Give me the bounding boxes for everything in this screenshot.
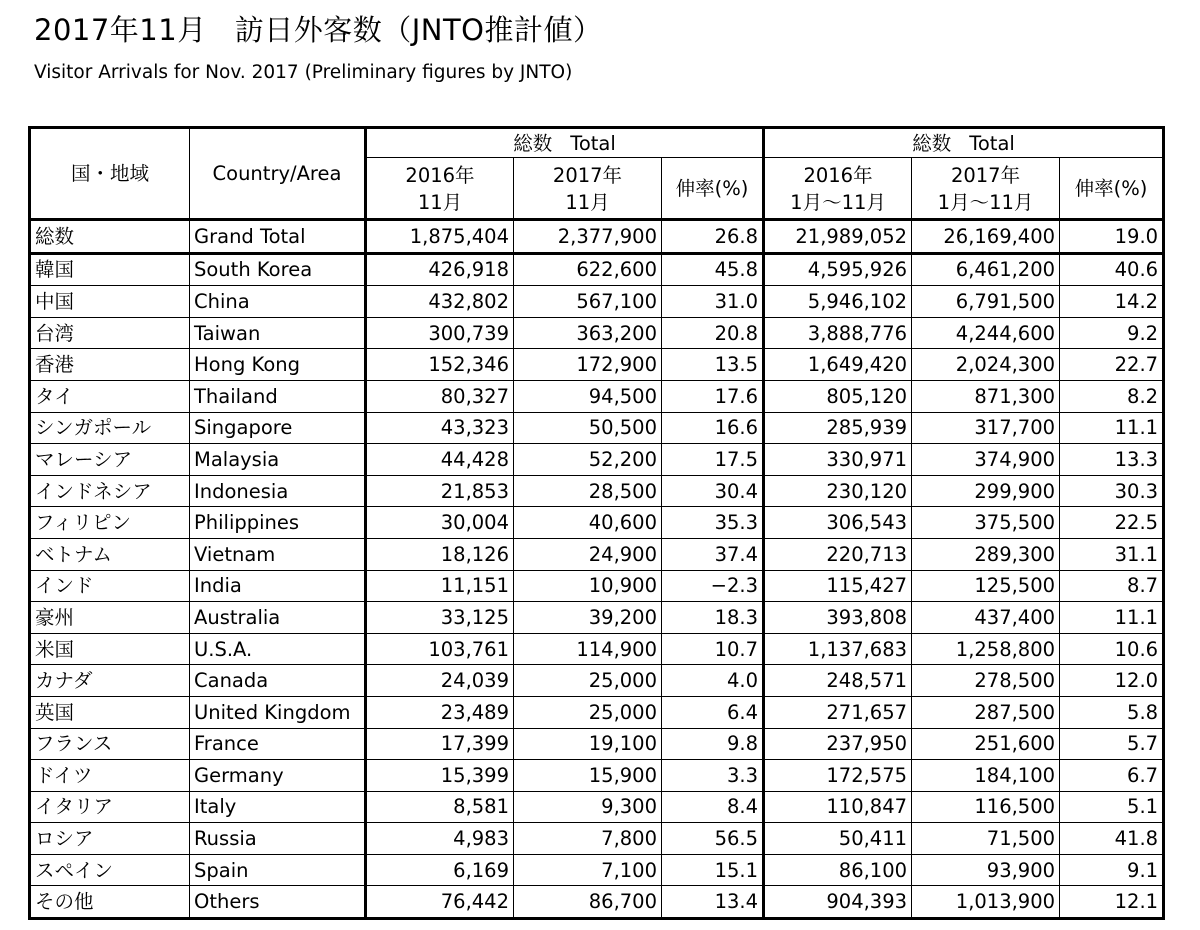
ytd2016-cell: 4,595,926 bbox=[764, 253, 912, 286]
country-ja-cell: スペイン bbox=[30, 854, 190, 886]
table-row bbox=[30, 665, 1164, 697]
table-row bbox=[30, 696, 1164, 728]
table-row bbox=[30, 444, 1164, 476]
nov2016-cell: 23,489 bbox=[366, 696, 514, 728]
country-ja-cell: ロシア bbox=[30, 823, 190, 855]
nov2017-cell: 94,500 bbox=[514, 380, 662, 412]
growth-monthly-cell: 15.1 bbox=[662, 854, 764, 886]
ytd2017-cell: 374,900 bbox=[912, 444, 1060, 476]
visitor-arrivals-table bbox=[28, 126, 1165, 920]
growth-monthly-cell: 10.7 bbox=[662, 633, 764, 665]
country-en-cell: China bbox=[190, 286, 366, 318]
ytd2017-cell: 1,013,900 bbox=[912, 886, 1060, 919]
ytd2017-cell: 4,244,600 bbox=[912, 317, 1060, 349]
ytd2017-cell: 289,300 bbox=[912, 538, 1060, 570]
ytd2016-cell: 110,847 bbox=[764, 791, 912, 823]
nov2017-cell: 86,700 bbox=[514, 886, 662, 919]
country-en-cell: Australia bbox=[190, 602, 366, 634]
country-ja-cell: 台湾 bbox=[30, 317, 190, 349]
country-ja-cell: 総数 bbox=[30, 220, 190, 254]
growth-monthly-cell: 56.5 bbox=[662, 823, 764, 855]
ytd2017-cell: 116,500 bbox=[912, 791, 1060, 823]
nov2017-cell: 9,300 bbox=[514, 791, 662, 823]
country-ja-cell: 豪州 bbox=[30, 602, 190, 634]
header-group-monthly bbox=[366, 128, 764, 158]
ytd2017-cell: 93,900 bbox=[912, 854, 1060, 886]
country-en-cell: Vietnam bbox=[190, 538, 366, 570]
growth-ytd-cell: 13.3 bbox=[1060, 444, 1164, 476]
ytd2016-cell: 248,571 bbox=[764, 665, 912, 697]
growth-monthly-cell: 20.8 bbox=[662, 317, 764, 349]
country-en-cell: Spain bbox=[190, 854, 366, 886]
table-row bbox=[30, 412, 1164, 444]
country-en-cell: Others bbox=[190, 886, 366, 919]
growth-ytd-cell: 8.7 bbox=[1060, 570, 1164, 602]
table-row bbox=[30, 475, 1164, 507]
nov2016-cell: 17,399 bbox=[366, 728, 514, 760]
header-group-monthly-ja: 総数 bbox=[513, 131, 553, 155]
header-group-ytd-en: Total bbox=[969, 131, 1015, 155]
growth-monthly-cell: 31.0 bbox=[662, 286, 764, 318]
ytd2017-cell: 1,258,800 bbox=[912, 633, 1060, 665]
nov2016-cell: 4,983 bbox=[366, 823, 514, 855]
ytd2017-cell: 287,500 bbox=[912, 696, 1060, 728]
table-row bbox=[30, 886, 1164, 919]
ytd2016-cell: 5,946,102 bbox=[764, 286, 912, 318]
growth-monthly-cell: 13.4 bbox=[662, 886, 764, 919]
country-en-cell: India bbox=[190, 570, 366, 602]
page-title bbox=[34, 8, 603, 49]
table-header bbox=[30, 128, 1164, 220]
header-group-monthly-en: Total bbox=[570, 131, 616, 155]
table-row bbox=[30, 253, 1164, 286]
ytd2017-cell: 26,169,400 bbox=[912, 220, 1060, 254]
growth-ytd-cell: 8.2 bbox=[1060, 380, 1164, 412]
growth-ytd-cell: 6.7 bbox=[1060, 760, 1164, 792]
ytd2016-cell: 3,888,776 bbox=[764, 317, 912, 349]
country-en-cell: Italy bbox=[190, 791, 366, 823]
ytd2017-cell: 2,024,300 bbox=[912, 349, 1060, 381]
nov2017-cell: 19,100 bbox=[514, 728, 662, 760]
country-ja-cell: イタリア bbox=[30, 791, 190, 823]
ytd2017-cell: 184,100 bbox=[912, 760, 1060, 792]
growth-ytd-cell: 31.1 bbox=[1060, 538, 1164, 570]
nov2017-cell: 10,900 bbox=[514, 570, 662, 602]
ytd2016-cell: 805,120 bbox=[764, 380, 912, 412]
nov2017-cell: 2,377,900 bbox=[514, 220, 662, 254]
nov2016-cell: 103,761 bbox=[366, 633, 514, 665]
ytd2016-cell: 285,939 bbox=[764, 412, 912, 444]
country-ja-cell: フランス bbox=[30, 728, 190, 760]
header-ytd2017-range: 1月～11月 bbox=[912, 189, 1060, 220]
table-row bbox=[30, 602, 1164, 634]
country-ja-cell: 韓国 bbox=[30, 253, 190, 286]
nov2016-cell: 43,323 bbox=[366, 412, 514, 444]
growth-ytd-cell: 10.6 bbox=[1060, 633, 1164, 665]
country-ja-cell: その他 bbox=[30, 886, 190, 919]
table-row bbox=[30, 538, 1164, 570]
growth-monthly-cell: 8.4 bbox=[662, 791, 764, 823]
country-ja-cell: カナダ bbox=[30, 665, 190, 697]
country-ja-cell: 香港 bbox=[30, 349, 190, 381]
nov2016-cell: 6,169 bbox=[366, 854, 514, 886]
nov2017-cell: 25,000 bbox=[514, 696, 662, 728]
table-row bbox=[30, 791, 1164, 823]
growth-monthly-cell: 37.4 bbox=[662, 538, 764, 570]
growth-monthly-cell: 18.3 bbox=[662, 602, 764, 634]
ytd2016-cell: 306,543 bbox=[764, 507, 912, 539]
nov2016-cell: 76,442 bbox=[366, 886, 514, 919]
title-main: 訪日外客数（JNTO推計値） bbox=[234, 13, 603, 47]
growth-monthly-cell: 4.0 bbox=[662, 665, 764, 697]
growth-ytd-cell: 5.7 bbox=[1060, 728, 1164, 760]
country-en-cell: Canada bbox=[190, 665, 366, 697]
header-group-ytd bbox=[764, 128, 1164, 158]
country-ja-cell: ドイツ bbox=[30, 760, 190, 792]
nov2016-cell: 80,327 bbox=[366, 380, 514, 412]
growth-monthly-cell: 16.6 bbox=[662, 412, 764, 444]
nov2017-cell: 15,900 bbox=[514, 760, 662, 792]
country-ja-cell: シンガポール bbox=[30, 412, 190, 444]
page-subtitle: Visitor Arrivals for Nov. 2017 (Preliminary figures by JNTO) bbox=[34, 62, 573, 83]
growth-monthly-cell: 3.3 bbox=[662, 760, 764, 792]
ytd2017-cell: 125,500 bbox=[912, 570, 1060, 602]
country-en-cell: Germany bbox=[190, 760, 366, 792]
growth-ytd-cell: 11.1 bbox=[1060, 602, 1164, 634]
growth-ytd-cell: 14.2 bbox=[1060, 286, 1164, 318]
grand-total-row bbox=[30, 220, 1164, 254]
table-row bbox=[30, 633, 1164, 665]
country-en-cell: France bbox=[190, 728, 366, 760]
growth-monthly-cell: 17.5 bbox=[662, 444, 764, 476]
ytd2016-cell: 115,427 bbox=[764, 570, 912, 602]
country-ja-cell: インドネシア bbox=[30, 475, 190, 507]
nov2017-cell: 172,900 bbox=[514, 349, 662, 381]
growth-monthly-cell: 13.5 bbox=[662, 349, 764, 381]
country-en-cell: Russia bbox=[190, 823, 366, 855]
growth-ytd-cell: 12.0 bbox=[1060, 665, 1164, 697]
header-nov2016-year: 2016年 bbox=[366, 158, 514, 189]
nov2016-cell: 1,875,404 bbox=[366, 220, 514, 254]
country-en-cell: United Kingdom bbox=[190, 696, 366, 728]
nov2017-cell: 50,500 bbox=[514, 412, 662, 444]
ytd2017-cell: 375,500 bbox=[912, 507, 1060, 539]
growth-monthly-cell: 30.4 bbox=[662, 475, 764, 507]
country-ja-cell: インド bbox=[30, 570, 190, 602]
country-ja-cell: タイ bbox=[30, 380, 190, 412]
header-growth-monthly: 伸率(%) bbox=[662, 158, 764, 220]
nov2016-cell: 24,039 bbox=[366, 665, 514, 697]
growth-ytd-cell: 9.2 bbox=[1060, 317, 1164, 349]
country-en-cell: Philippines bbox=[190, 507, 366, 539]
country-en-cell: Taiwan bbox=[190, 317, 366, 349]
ytd2017-cell: 317,700 bbox=[912, 412, 1060, 444]
country-ja-cell: 中国 bbox=[30, 286, 190, 318]
growth-ytd-cell: 22.7 bbox=[1060, 349, 1164, 381]
nov2017-cell: 24,900 bbox=[514, 538, 662, 570]
growth-ytd-cell: 22.5 bbox=[1060, 507, 1164, 539]
ytd2016-cell: 172,575 bbox=[764, 760, 912, 792]
ytd2017-cell: 6,461,200 bbox=[912, 253, 1060, 286]
ytd2016-cell: 86,100 bbox=[764, 854, 912, 886]
growth-monthly-cell: 6.4 bbox=[662, 696, 764, 728]
growth-monthly-cell: −2.3 bbox=[662, 570, 764, 602]
ytd2016-cell: 237,950 bbox=[764, 728, 912, 760]
ytd2017-cell: 71,500 bbox=[912, 823, 1060, 855]
country-en-cell: Thailand bbox=[190, 380, 366, 412]
country-en-cell: Singapore bbox=[190, 412, 366, 444]
table-row bbox=[30, 380, 1164, 412]
table-row bbox=[30, 728, 1164, 760]
country-en-cell: Hong Kong bbox=[190, 349, 366, 381]
growth-ytd-cell: 9.1 bbox=[1060, 854, 1164, 886]
nov2017-cell: 40,600 bbox=[514, 507, 662, 539]
nov2017-cell: 622,600 bbox=[514, 253, 662, 286]
header-nov2016-month: 11月 bbox=[366, 189, 514, 220]
table-row bbox=[30, 570, 1164, 602]
header-country-ja: 国・地域 bbox=[30, 128, 190, 220]
growth-ytd-cell: 40.6 bbox=[1060, 253, 1164, 286]
country-ja-cell: マレーシア bbox=[30, 444, 190, 476]
nov2016-cell: 11,151 bbox=[366, 570, 514, 602]
header-ytd2017-year: 2017年 bbox=[912, 158, 1060, 189]
ytd2017-cell: 278,500 bbox=[912, 665, 1060, 697]
table-row bbox=[30, 760, 1164, 792]
header-country-en: Country/Area bbox=[190, 128, 366, 220]
growth-ytd-cell: 5.1 bbox=[1060, 791, 1164, 823]
nov2017-cell: 7,100 bbox=[514, 854, 662, 886]
nov2017-cell: 363,200 bbox=[514, 317, 662, 349]
growth-ytd-cell: 12.1 bbox=[1060, 886, 1164, 919]
growth-ytd-cell: 19.0 bbox=[1060, 220, 1164, 254]
header-growth-ytd: 伸率(%) bbox=[1060, 158, 1164, 220]
country-en-cell: South Korea bbox=[190, 253, 366, 286]
nov2017-cell: 7,800 bbox=[514, 823, 662, 855]
growth-ytd-cell: 11.1 bbox=[1060, 412, 1164, 444]
growth-monthly-cell: 35.3 bbox=[662, 507, 764, 539]
growth-ytd-cell: 30.3 bbox=[1060, 475, 1164, 507]
nov2016-cell: 432,802 bbox=[366, 286, 514, 318]
nov2017-cell: 52,200 bbox=[514, 444, 662, 476]
ytd2016-cell: 230,120 bbox=[764, 475, 912, 507]
growth-ytd-cell: 41.8 bbox=[1060, 823, 1164, 855]
country-ja-cell: ベトナム bbox=[30, 538, 190, 570]
nov2017-cell: 39,200 bbox=[514, 602, 662, 634]
nov2017-cell: 567,100 bbox=[514, 286, 662, 318]
ytd2017-cell: 299,900 bbox=[912, 475, 1060, 507]
header-group-ytd-ja: 総数 bbox=[912, 131, 952, 155]
ytd2017-cell: 871,300 bbox=[912, 380, 1060, 412]
ytd2016-cell: 1,137,683 bbox=[764, 633, 912, 665]
ytd2016-cell: 220,713 bbox=[764, 538, 912, 570]
header-ytd2016-range: 1月～11月 bbox=[764, 189, 912, 220]
header-nov2017-month: 11月 bbox=[514, 189, 662, 220]
country-en-cell: U.S.A. bbox=[190, 633, 366, 665]
header-nov2017-year: 2017年 bbox=[514, 158, 662, 189]
ytd2017-cell: 437,400 bbox=[912, 602, 1060, 634]
nov2017-cell: 25,000 bbox=[514, 665, 662, 697]
nov2016-cell: 44,428 bbox=[366, 444, 514, 476]
ytd2016-cell: 330,971 bbox=[764, 444, 912, 476]
nov2016-cell: 18,126 bbox=[366, 538, 514, 570]
table-row bbox=[30, 317, 1164, 349]
header-ytd2016-year: 2016年 bbox=[764, 158, 912, 189]
nov2016-cell: 33,125 bbox=[366, 602, 514, 634]
table-body bbox=[30, 220, 1164, 919]
country-ja-cell: フィリピン bbox=[30, 507, 190, 539]
growth-ytd-cell: 5.8 bbox=[1060, 696, 1164, 728]
table-row bbox=[30, 854, 1164, 886]
country-en-cell: Grand Total bbox=[190, 220, 366, 254]
nov2016-cell: 426,918 bbox=[366, 253, 514, 286]
ytd2016-cell: 1,649,420 bbox=[764, 349, 912, 381]
country-en-cell: Indonesia bbox=[190, 475, 366, 507]
country-en-cell: Malaysia bbox=[190, 444, 366, 476]
nov2016-cell: 15,399 bbox=[366, 760, 514, 792]
table-row bbox=[30, 286, 1164, 318]
table-row bbox=[30, 823, 1164, 855]
ytd2016-cell: 393,808 bbox=[764, 602, 912, 634]
growth-monthly-cell: 9.8 bbox=[662, 728, 764, 760]
growth-monthly-cell: 45.8 bbox=[662, 253, 764, 286]
nov2016-cell: 300,739 bbox=[366, 317, 514, 349]
nov2016-cell: 30,004 bbox=[366, 507, 514, 539]
nov2016-cell: 152,346 bbox=[366, 349, 514, 381]
ytd2017-cell: 6,791,500 bbox=[912, 286, 1060, 318]
nov2017-cell: 28,500 bbox=[514, 475, 662, 507]
table-row bbox=[30, 507, 1164, 539]
ytd2016-cell: 50,411 bbox=[764, 823, 912, 855]
ytd2016-cell: 271,657 bbox=[764, 696, 912, 728]
ytd2016-cell: 21,989,052 bbox=[764, 220, 912, 254]
table-row bbox=[30, 349, 1164, 381]
country-ja-cell: 米国 bbox=[30, 633, 190, 665]
nov2017-cell: 114,900 bbox=[514, 633, 662, 665]
ytd2017-cell: 251,600 bbox=[912, 728, 1060, 760]
title-month: 2017年11月 bbox=[34, 13, 207, 47]
growth-monthly-cell: 17.6 bbox=[662, 380, 764, 412]
growth-monthly-cell: 26.8 bbox=[662, 220, 764, 254]
nov2016-cell: 21,853 bbox=[366, 475, 514, 507]
nov2016-cell: 8,581 bbox=[366, 791, 514, 823]
country-ja-cell: 英国 bbox=[30, 696, 190, 728]
ytd2016-cell: 904,393 bbox=[764, 886, 912, 919]
